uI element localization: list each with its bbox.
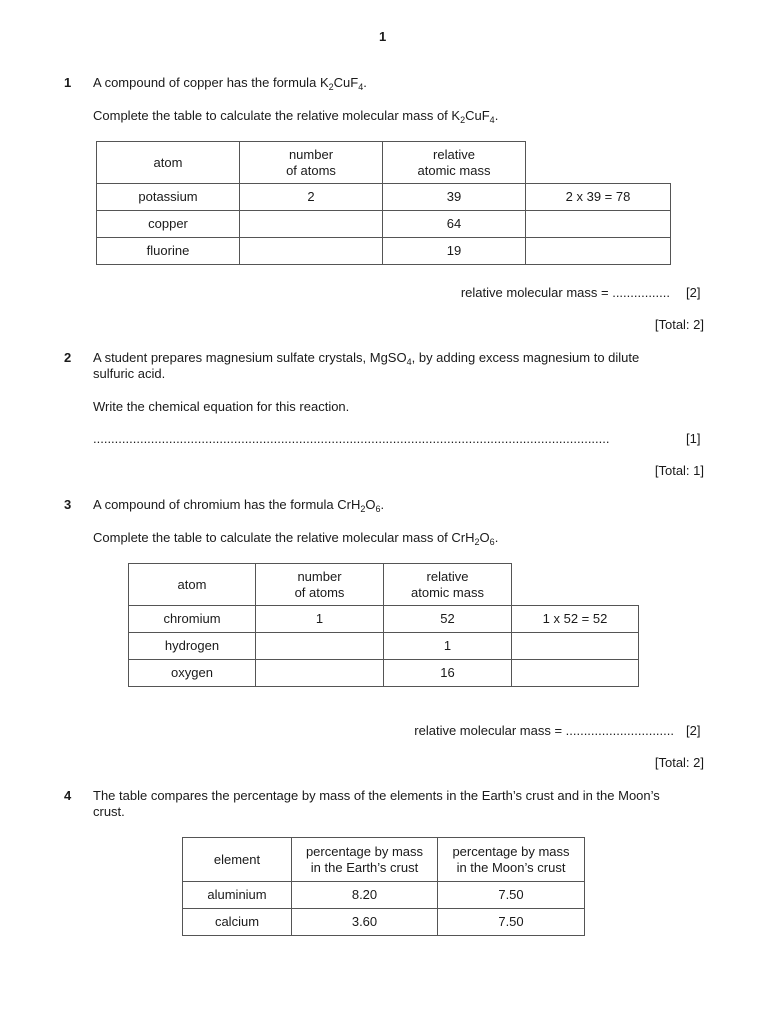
question-2-marks: [1] [686,431,701,446]
question-1-table [96,141,671,265]
question-2-text-line2: sulfuric acid. [93,366,166,381]
question-1-marks: [2] [686,285,701,300]
question-2-text-line1: A student prepares magnesium sulfate crystals, MgSO$_4$, by adding excess magnesium to dilute [93,350,640,367]
question-4-text-line2: crust. [93,804,125,819]
table-header-cell: relative atomic mass [384,564,512,606]
table-row [97,211,671,238]
table-row [97,184,671,211]
question-1-intro-text: A compound of copper has the formula [93,75,317,90]
table-cell: oxygen [129,660,256,687]
table-header-cell: percentage by mass in the Earth’s crust [292,838,438,882]
table-header-blank [512,564,639,606]
question-4-text-line1: The table compares the percentage by mass of the elements in the Earth’s crust and in the Moon’s [93,788,660,803]
question-4-number: 4 [64,788,72,803]
question-1-instruction-text: Complete the table to calculate the relative molecular mass of [93,108,448,123]
table-cell: 3.60 [292,909,438,936]
question-1-intro [93,75,367,90]
table-cell: 8.20 [292,882,438,909]
table-cell: 1 x 52 = 52 [512,606,639,633]
table-cell: 1 [256,606,384,633]
question-3-answer-line[interactable]: relative molecular mass = .............................. [414,723,674,738]
table-cell: 52 [384,606,512,633]
answer-cell[interactable] [512,633,639,660]
table-cell: fluorine [97,238,240,265]
answer-cell[interactable] [240,238,383,265]
table-cell: 1 [384,633,512,660]
table-cell: 2 x 39 = 78 [526,184,671,211]
table-row [129,633,639,660]
table-cell: calcium [183,909,292,936]
question-3-instruction-formula: $CrH_2O_6$. [451,530,499,547]
question-1-instruction [93,108,498,123]
question-3-instruction-text: Complete the table to calculate the relative molecular mass of [93,530,448,545]
question-1-formula: $K_2CuF_4$. [319,75,367,92]
table-cell: copper [97,211,240,238]
question-3-intro [93,497,384,512]
question-3-number: 3 [64,497,72,512]
question-1-instruction-formula: $K_2CuF_4$. [451,108,499,125]
table-row [183,909,585,936]
question-3-table [128,563,639,687]
table-cell: 2 [240,184,383,211]
question-3-marks: [2] [686,723,701,738]
table-cell: 64 [383,211,526,238]
table-header-cell: atom [129,564,256,606]
table-row [129,606,639,633]
table-header-row [129,564,639,606]
table-header-row [183,838,585,882]
table-cell: 7.50 [438,882,585,909]
table-cell: 7.50 [438,909,585,936]
answer-cell[interactable] [256,660,384,687]
question-3-instruction [93,530,498,545]
table-cell: hydrogen [129,633,256,660]
table-cell: aluminium [183,882,292,909]
question-2-answer-line[interactable]: ............................................................................................................................................... [93,431,610,446]
table-cell: 16 [384,660,512,687]
question-1-answer-line[interactable]: relative molecular mass = ................ [460,285,670,300]
table-header-cell: atom [97,142,240,184]
table-cell: potassium [97,184,240,211]
table-header-cell: number of atoms [256,564,384,606]
table-header-cell: percentage by mass in the Moon’s crust [438,838,585,882]
answer-cell[interactable] [526,211,671,238]
table-cell: chromium [129,606,256,633]
question-4-table [182,837,585,936]
table-row [183,882,585,909]
table-header-blank [526,142,671,184]
table-cell: 39 [383,184,526,211]
question-2-total: [Total: 1] [654,463,704,478]
table-row [97,238,671,265]
question-1-number: 1 [64,75,72,90]
table-row [129,660,639,687]
answer-cell[interactable] [256,633,384,660]
question-1-total: [Total: 2] [654,317,704,332]
answer-cell[interactable] [240,211,383,238]
table-header-cell: element [183,838,292,882]
table-header-cell: relative atomic mass [383,142,526,184]
table-cell: 19 [383,238,526,265]
question-2-instruction: Write the chemical equation for this reaction. [93,399,350,414]
page-number: 1 [379,29,387,44]
question-2-number: 2 [64,350,72,365]
table-header-row [97,142,671,184]
question-3-total: [Total: 2] [654,755,704,770]
question-3-formula: $CrH_2O_6$. [337,497,385,514]
answer-cell[interactable] [512,660,639,687]
answer-cell[interactable] [526,238,671,265]
question-3-intro-text: A compound of chromium has the formula [93,497,334,512]
table-header-cell: number of atoms [240,142,383,184]
